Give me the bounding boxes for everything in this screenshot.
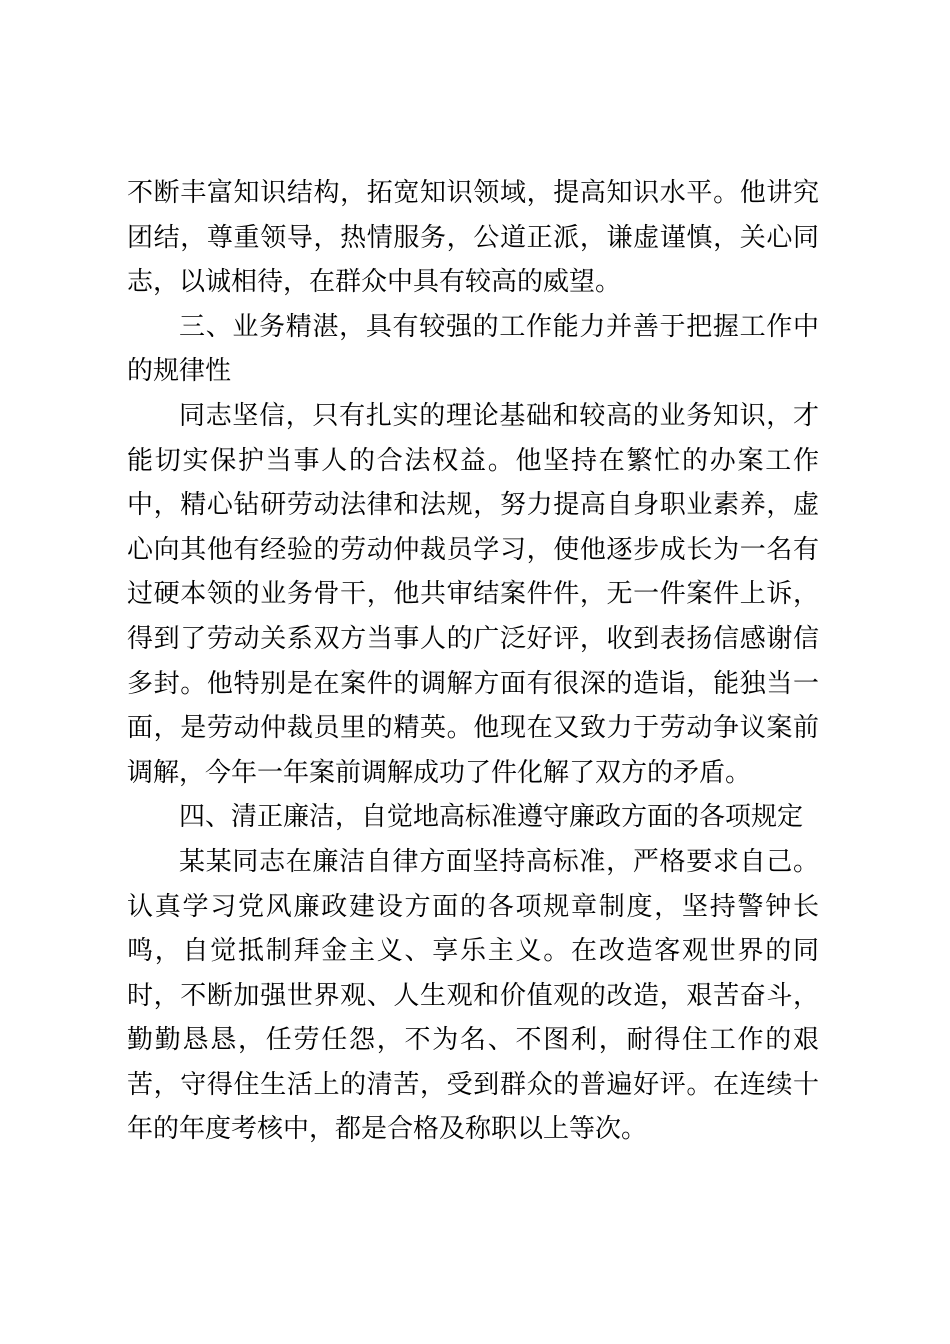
section-heading-four: 四、清正廉洁，自觉地高标准遵守廉政方面的各项规定 — [179, 802, 804, 833]
document-body — [127, 171, 819, 1152]
section-heading-three: 三、业务精湛，具有较强的工作能力并善于把握工作中的规律性 — [127, 311, 819, 387]
paragraph-business-skills: 同志坚信，只有扎实的理论基础和较高的业务知识，才能切实保护当事人的合法权益。他坚持在繁忙的办案工作中，精心钻研劳动法律和法规，努力提高自身职业素养，虚心向其他有经验的劳动仲裁员学习，使他逐步成长为一名有过硬本领的业务骨干，他共审结案件件，无一件案件上诉，得到了劳动关系双方当事人的广泛好评，收到表扬信感谢信多封。他特别是在案件的调解方面有很深的造诣，能独当一面，是劳动仲裁员里的精英。他现在又致力于劳动争议案前调解，今年一年案前调解成功了件化解了双方的矛盾。 — [127, 400, 819, 788]
paragraph-integrity: 某某同志在廉洁自律方面坚持高标准，严格要求自己。认真学习党风廉政建设方面的各项规章制度，坚持警钟长鸣，自觉抵制拜金主义、享乐主义。在改造客观世界的同时，不断加强世界观、人生观和价值观的改造，艰苦奋斗，勤勤恳恳，任劳任怨，不为名、不图利，耐得住工作的艰苦，守得住生活上的清苦，受到群众的普遍好评。在连续十年的年度考核中，都是合格及称职以上等次。 — [127, 846, 819, 1145]
paragraph-continuation: 不断丰富知识结构，拓宽知识领域，提高知识水平。他讲究团结，尊重领导，热情服务，公道正派，谦虚谨慎，关心同志，以诚相待，在群众中具有较高的威望。 — [127, 178, 819, 298]
